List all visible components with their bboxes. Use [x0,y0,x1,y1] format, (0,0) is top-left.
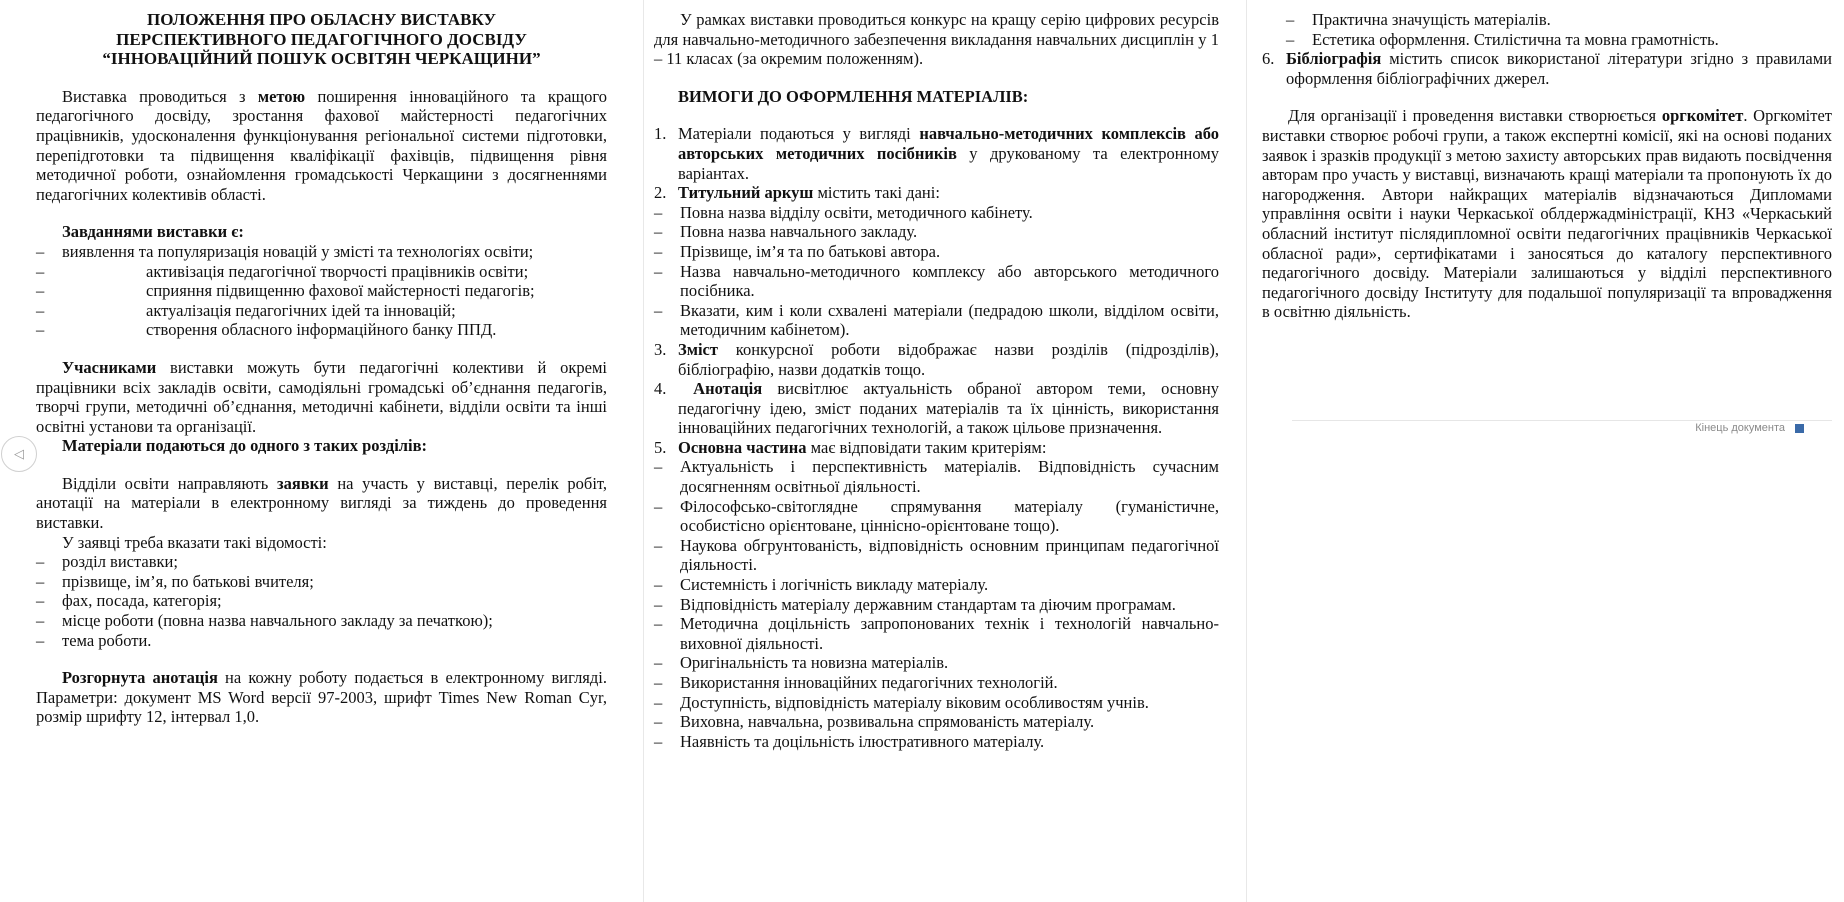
end-square-icon [1795,424,1804,433]
list-item: – актуалізація педагогічних ідей та інновацій; [36,301,607,321]
purpose-paragraph: Виставка проводиться з метою поширення інноваційного та кращого педагогічного досвіду, зростання фахової майстерності педагогічних працівників, удосконалення функціонування регіональної системи підготовки, перепідготовки та підвищення кваліфікації фахівців, підвищення рівня методичної роботи, ознайомлення громадськості Черкащини з досягненнями педагогічних колективів області. [36,86,607,204]
list-item: – Наукова обгрунтованість, відповідність основним принципам педагогічної діяльності. [654,536,1219,575]
list-item: – Виховна, навчальна, розвивальна спрямованість матеріалу. [654,712,1219,732]
list-item: – Методична доцільність запропонованих технік і технологій навчально-виховної діяльності. [654,614,1219,653]
list-item: – місце роботи (повна назва навчального закладу за печаткою); [36,611,607,631]
list-item: – Відповідність матеріалу державним стандартам та діючим програмам. [654,595,1219,615]
requirements-heading: ВИМОГИ ДО ОФОРМЛЕННЯ МАТЕРІАЛІВ: [678,86,1029,106]
title-line-1: ПОЛОЖЕННЯ ПРО ОБЛАСНУ ВИСТАВКУ [147,10,496,29]
list-item: – Назва навчально-методичного комплексу або авторського методичного посібника. [654,262,1219,301]
list-item: – Прізвище, ім’я та по батькові автора. [654,242,1219,262]
list-item: – створення обласного інформаційного банку ППД. [36,320,607,340]
requirements-list [654,124,1219,751]
list-item: – розділ виставки; [36,552,607,572]
end-of-document-marker [1695,422,1804,434]
participants-paragraph: Учасниками виставки можуть бути педагогічні колективи й окремі працівники всіх закладів освіти, самодіяльні громадські об’єднання педагогів, творчі групи, методичні об’єднання, методичні кабінети, відділи освіти та інші освітні установи та організації. [36,357,607,436]
tasks-heading: Завданнями виставки є: [62,222,244,242]
list-item: – Вказати, ким і коли схвалені матеріали (педрадою школи, відділом освіти, методичним кабінетом). [654,301,1219,340]
list-item: – Наявність та доцільність ілюстративного матеріалу. [654,732,1219,752]
list-item: – Практична значущість матеріалів. [1286,10,1832,30]
criteria-list [654,457,1219,751]
committee-paragraph: Для організації і проведення виставки створюється оргкомітет. Оргкомітет виставки створює робочі групи, а також експертні комісії, які на основі поданих заявок і зразків продукції з метою захисту авторських прав видають посвідчення авторам про участь у виставці, визначають кращі матеріали та пропонують їх до нагородження. Автори найкращих матеріалів відзначаються Дипломами управління освіти і науки Черкаської облдержадміністрації, КНЗ «Черкаський обласний інститут післядипломної освіти педагогічних працівників Черкаської обласної ради», сертифікатами і заносяться до каталогу перспективного педагогічного досвіду. Матеріали залишаються у відділі перспективного педагогічного досвіду Інституту для подальшої популяризації та впровадження в освітню діяльність. [1262,106,1832,322]
list-item: – Оригінальність та новизна матеріалів. [654,653,1219,673]
list-item: – Естетика оформлення. Стилістична та мовна грамотність. [1286,30,1832,50]
chevron-left-icon: ◁ [14,446,24,462]
title-line-2: ПЕРСПЕКТИВНОГО ПЕДАГОГІЧНОГО ДОСВІДУ [116,29,527,49]
list-item: – Системність і логічність викладу матеріалу. [654,575,1219,595]
list-item: – Філософсько-світоглядне спрямування матеріалу (гуманістичне, особистісно орієнтоване, ціннісно-орієнтоване тощо). [654,497,1219,536]
previous-page-button[interactable] [1,436,37,472]
list-item: – активізація педагогічної творчості працівників освіти; [36,262,607,282]
end-of-document-label: Кінець документа [1695,422,1785,434]
list-item: – сприяння підвищенню фахової майстерності педагогів; [36,281,607,301]
list-item: – Повна назва навчального закладу. [654,222,1219,242]
requirement-item-2: 2. Титульний аркуш містить такі дані: – Повна назва відділу освіти, методичного кабінету. – Повна назва навчального закладу. – Прізвище, ім’я та по батькові автора. – Назва навчально-методичного комплексу або авторського методичного посібника. – Вказати, ким і коли схвалені матеріали (педрадою школи, відділом освіти, методичним кабінетом). [654,183,1219,340]
column-divider-1 [643,0,644,902]
application-info-intro: У заявці треба вказати такі відомості: [62,532,327,552]
list-item: – Повна назва відділу освіти, методичного кабінету. [654,203,1219,223]
requirements-list-continued [1262,49,1832,88]
list-item: – Актуальність і перспективність матеріалів. Відповідність сучасним досягненням освітньої діяльності. [654,457,1219,496]
requirement-item-4: 4. Анотація висвітлює актуальність обраної автором теми, основну педагогічну ідею, зміст поданих матеріалів та їх цінність, використання інноваційних педагогічних технологій, а також цільове призначення. [654,379,1220,438]
requirement-item-1: 1. Матеріали подаються у вигляді навчально-методичних комплексів або авторських методичних посібників у друкованому та електронному варіантах. [654,124,1220,183]
column-divider-2 [1246,0,1247,902]
list-item: – тема роботи. [36,631,607,651]
requirement-item-6: 6. Бібліографія містить список використаної літератури згідно з правилами оформлення бібліографічних джерел. [1262,49,1832,88]
document-title [36,10,607,69]
column-1 [36,10,607,727]
sections-heading: Матеріали подаються до одного з таких розділів: [62,436,428,456]
column-3 [1262,10,1832,322]
requirement-item-3: 3. Зміст конкурсної роботи відображає назви розділів (підрозділів), бібліографію, назви додатків тощо. [654,339,1219,379]
list-item: – виявлення та популяризація новацій у змісті та технологіях освіти; [36,242,607,262]
applications-paragraph: Відділи освіти направляють заявки на участь у виставці, перелік робіт, анотації на матеріали в електронному вигляді за тиждень до проведення виставки. [36,473,607,533]
criteria-list-continued [1286,10,1832,49]
list-item: – фах, посада, категорія; [36,591,607,611]
list-item: – Використання інноваційних педагогічних технологій. [654,673,1219,693]
application-info-list [36,552,607,650]
contest-paragraph: У рамках виставки проводиться конкурс на кращу серію цифрових ресурсів для навчально-методичного забезпечення викладання навчальних дисциплін у 1 – 11 класах (за окремим положенням). [654,10,1219,69]
end-of-document-rule [1292,420,1832,421]
list-item: – Доступність, відповідність матеріалу віковим особливостям учнів. [654,693,1219,713]
list-item: – прізвище, ім’я, по батькові вчителя; [36,572,607,592]
tasks-list [36,242,607,340]
title-line-3: “ІННОВАЦІЙНИЙ ПОШУК ОСВІТЯН ЧЕРКАЩИНИ” [102,49,541,69]
column-2 [654,10,1219,751]
annotation-paragraph: Розгорнута анотація на кожну роботу подається в електронному вигляді. Параметри: документ MS Word версії 97-2003, шрифт Times New Roman Cyr, розмір шрифту 12, інтервал 1,0. [36,668,607,727]
title-page-list [654,203,1219,340]
requirement-item-5: 5. Основна частина має відповідати таким критеріям: – Актуальність і перспективність матеріалів. Відповідність сучасним досягненням освітньої діяльності. – Філософсько-світоглядне спрямування матеріалу (гуманістичне, особистісно орієнтоване, ціннісно-орієнтоване тощо). – Наукова обгрунтованість, відповідність основним принципам педагогічної діяльності. – Системність і логічність викладу матеріалу. – Відповідність матеріалу державним стандартам та діючим програмам. – Методична доцільність запропонованих технік і технологій навчально-виховної діяльності. – Оригінальність та новизна матеріалів. – Використання інноваційних педагогічних технологій. – Доступність, відповідність матеріалу віковим особливостям учнів. – Виховна, навчальна, розвивальна спрямованість матеріалу. – Наявність та доцільність ілюстративного матеріалу. [654,438,1219,752]
